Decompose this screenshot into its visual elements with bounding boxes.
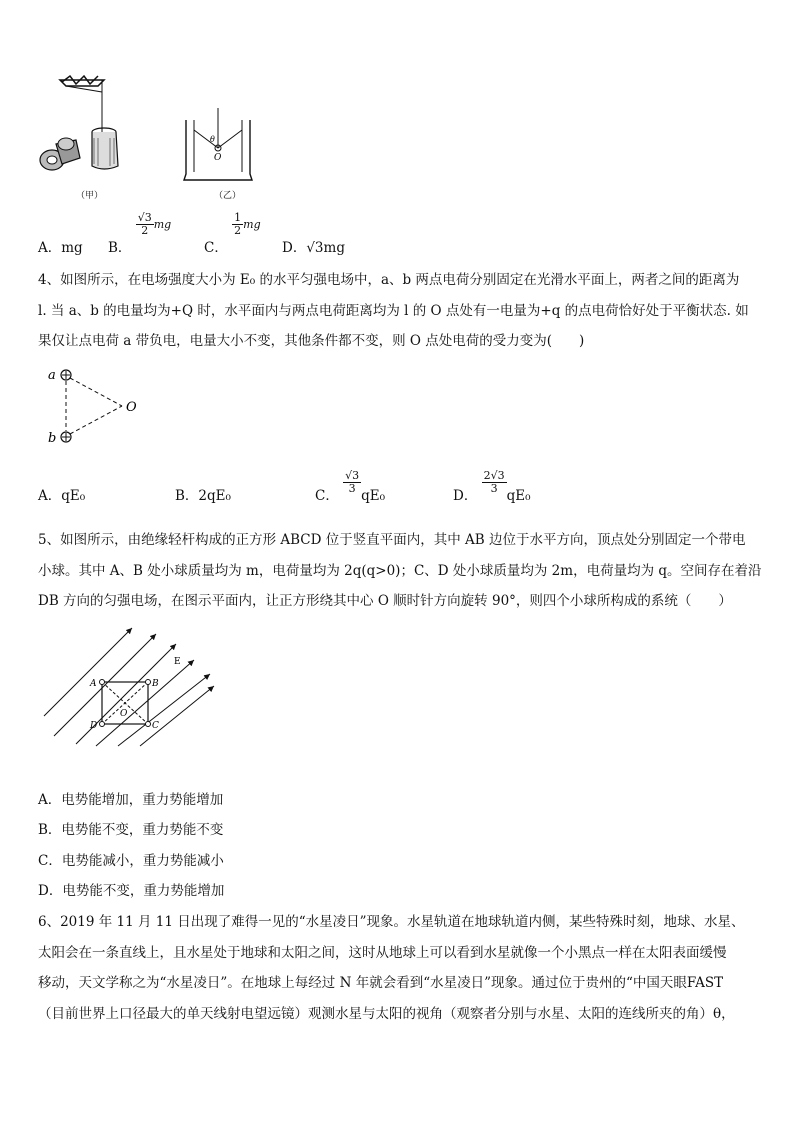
q3-option-c[interactable]: [204, 211, 261, 256]
q3-option-c-num: 1: [234, 211, 242, 224]
q4-option-d-den: 3: [490, 482, 498, 495]
q3-option-b-num: √3: [137, 211, 152, 224]
q4-option-a[interactable]: A．qE₀: [38, 488, 86, 504]
q6-line-4: （目前世界上口径最大的单天线射电望远镜）观测水星与太阳的视角（观察者分别与水星、太阳的连线所夹的角）θ，: [38, 1006, 735, 1022]
q6-line-3: 移动，天文学称之为“水星凌日”。在地球上每经过 N 年就会看到“水星凌日”现象。通过位于贵州的“中国天眼FAST: [38, 975, 724, 991]
q4-option-c-fraction: [343, 470, 361, 495]
q3-option-b-tail: mg: [153, 218, 172, 231]
label-a-vertex: A: [90, 679, 97, 689]
figure-jia-caption: （甲）: [76, 191, 104, 201]
q4-option-c-num: √3: [345, 469, 360, 482]
q5-figure: [40, 624, 220, 748]
q4-figure-drawing: [40, 362, 150, 448]
q5-figure-drawing: [40, 624, 220, 748]
q4-line-1: 4、如图所示，在电场强度大小为 E₀ 的水平匀强电场中，a、b 两点电荷分别固定在光滑水平面上，两者之间的距离为: [38, 272, 740, 288]
q5-line-2: 小球。其中 A、B 处小球质量均为 m，电荷量均为 2q(q>0)；C、D 处小球质量均为 2m，电荷量均为 q。空间存在着沿: [38, 563, 762, 579]
q5-option-a[interactable]: A．电势能增加，重力势能增加: [38, 792, 224, 808]
label-o-center: O: [120, 709, 128, 719]
q5-option-c[interactable]: C．电势能减小，重力势能减小: [38, 853, 224, 869]
label-b: b: [48, 431, 57, 446]
label-o: O: [126, 400, 137, 415]
q6-line-1: 6、2019 年 11 月 11 日出现了难得一见的“水星凌日”现象。水星轨道在地球轨道内侧，某些特殊时刻，地球、水星、: [38, 914, 745, 930]
label-d-vertex: D: [90, 721, 98, 731]
q4-option-b[interactable]: B．2qE₀: [175, 488, 231, 504]
figure-yi: [180, 104, 260, 188]
q4-option-c-tail: qE₀: [361, 488, 386, 504]
figure-jia-drawing: [36, 68, 136, 188]
q3-option-b-fraction: [136, 212, 154, 237]
q4-option-d-num: 2√3: [483, 469, 505, 482]
q4-option-d[interactable]: [453, 469, 531, 504]
o-label: O: [214, 153, 222, 163]
q3-option-a[interactable]: A．mg: [38, 240, 83, 256]
q4-option-c-letter: C．: [315, 488, 339, 504]
theta-label: θ: [210, 135, 215, 144]
q3-option-c-den: 2: [234, 224, 242, 237]
q4-figure: [40, 362, 150, 448]
q3-option-b-den: 2: [141, 224, 149, 237]
figure-yi-caption: （乙）: [214, 191, 242, 201]
q3-option-b-letter: B．: [108, 240, 132, 256]
q4-option-d-letter: D．: [453, 488, 478, 504]
q3-option-c-tail: mg: [243, 218, 261, 231]
q3-option-c-fraction: [232, 212, 243, 237]
q5-option-d[interactable]: D．电势能不变，重力势能增加: [38, 883, 225, 899]
label-e: E: [174, 657, 181, 667]
q3-option-c-letter: C．: [204, 240, 228, 256]
label-b-vertex: B: [152, 679, 159, 689]
q4-option-d-fraction: [482, 470, 507, 495]
q4-option-d-tail: qE₀: [506, 488, 531, 504]
q4-option-c[interactable]: [315, 469, 386, 504]
q5-line-3: DB 方向的匀强电场，在图示平面内，让正方形绕其中心 O 顺时针方向旋转 90°，则四个小球所构成的系统（ ）: [38, 593, 732, 609]
q4-line-2: l. 当 a、b 的电量均为+Q 时，水平面内与两点电荷距离均为 l 的 O 点处有一电量为+q 的点电荷恰好处于平衡状态. 如: [38, 303, 749, 319]
figure-yi-drawing: [180, 104, 260, 188]
q5-line-1: 5、如图所示，由绝缘轻杆构成的正方形 ABCD 位于竖直平面内，其中 AB 边位于水平方向，顶点处分别固定一个带电: [38, 532, 746, 548]
q4-line-3: 果仅让点电荷 a 带负电，电量大小不变，其他条件都不变，则 O 点处电荷的受力变为( ): [38, 333, 585, 349]
q3-option-d[interactable]: D．√3mg: [282, 240, 345, 256]
q3-option-b[interactable]: [108, 211, 172, 256]
figure-jia: [36, 68, 136, 188]
label-a: a: [48, 368, 56, 383]
q5-option-b[interactable]: B．电势能不变，重力势能不变: [38, 822, 224, 838]
label-c-vertex: C: [152, 721, 159, 731]
q4-option-c-den: 3: [348, 482, 356, 495]
q6-line-2: 太阳会在一条直线上，且水星处于地球和太阳之间，这时从地球上可以看到水星就像一个小黑点一样在太阳表面缓慢: [38, 945, 727, 961]
